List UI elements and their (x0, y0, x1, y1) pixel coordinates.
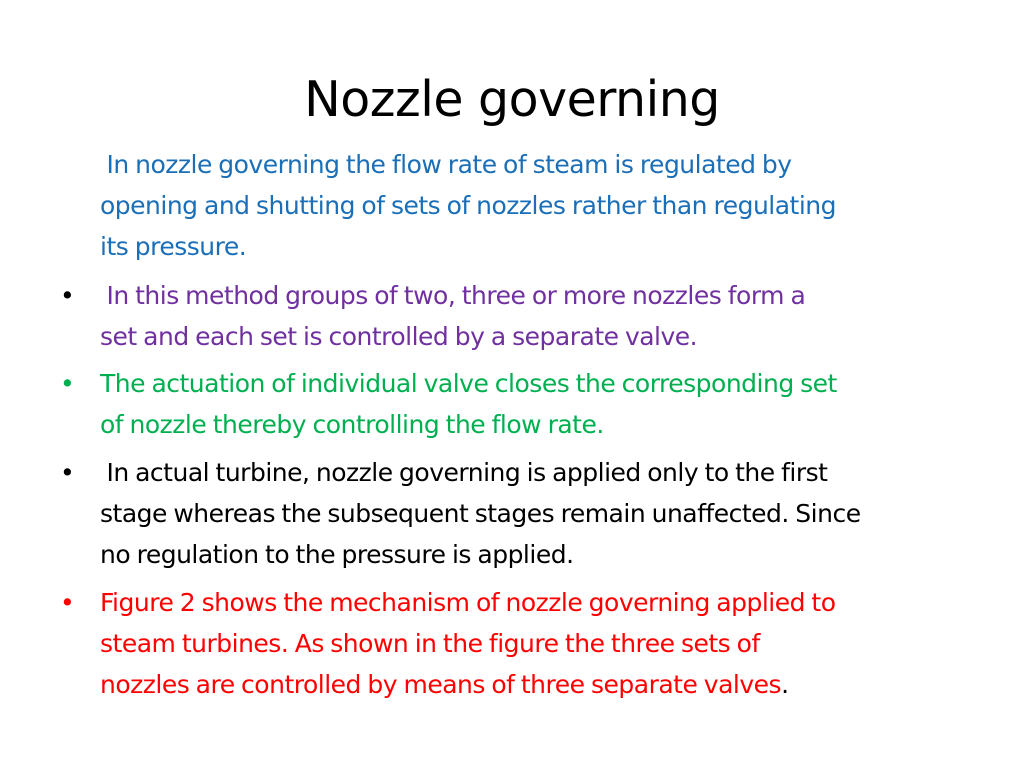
paragraph-line (100, 664, 980, 705)
paragraph-line-text: nozzles are controlled by means of three separate valves (100, 670, 782, 699)
trailing-period: . (781, 670, 789, 699)
slide-title: Nozzle governing (304, 71, 720, 128)
bullet-marker: • (60, 369, 75, 398)
paragraph-line: The actuation of individual valve closes the corresponding set (100, 369, 837, 398)
paragraph-line: In actual turbine, nozzle governing is applied only to the first (100, 458, 828, 487)
paragraph-line: its pressure. (100, 232, 247, 261)
paragraph-line: steam turbines. As shown in the figure the three sets of (100, 629, 760, 658)
bullet-item-actuation (100, 363, 980, 445)
bullet-item-groups (100, 275, 980, 357)
bullet-marker: • (60, 281, 75, 310)
bullet-item-actual-turbine (100, 452, 980, 575)
paragraph-line: of nozzle thereby controlling the flow rate. (100, 410, 604, 439)
paragraph-line: set and each set is controlled by a separate valve. (100, 322, 698, 351)
bullet-marker: • (60, 588, 75, 617)
paragraph-line: In nozzle governing the flow rate of steam is regulated by (100, 150, 792, 179)
paragraph-line: Figure 2 shows the mechanism of nozzle governing applied to (100, 588, 836, 617)
paragraph-line: no regulation to the pressure is applied. (100, 540, 574, 569)
paragraph-line: In this method groups of two, three or more nozzles form a (100, 281, 806, 310)
paragraph-intro (100, 144, 980, 267)
bullet-marker: • (60, 458, 75, 487)
paragraph-line: stage whereas the subsequent stages remain unaffected. Since (100, 499, 861, 528)
paragraph-line: opening and shutting of sets of nozzles rather than regulating (100, 191, 837, 220)
bullet-item-figure (100, 582, 980, 705)
